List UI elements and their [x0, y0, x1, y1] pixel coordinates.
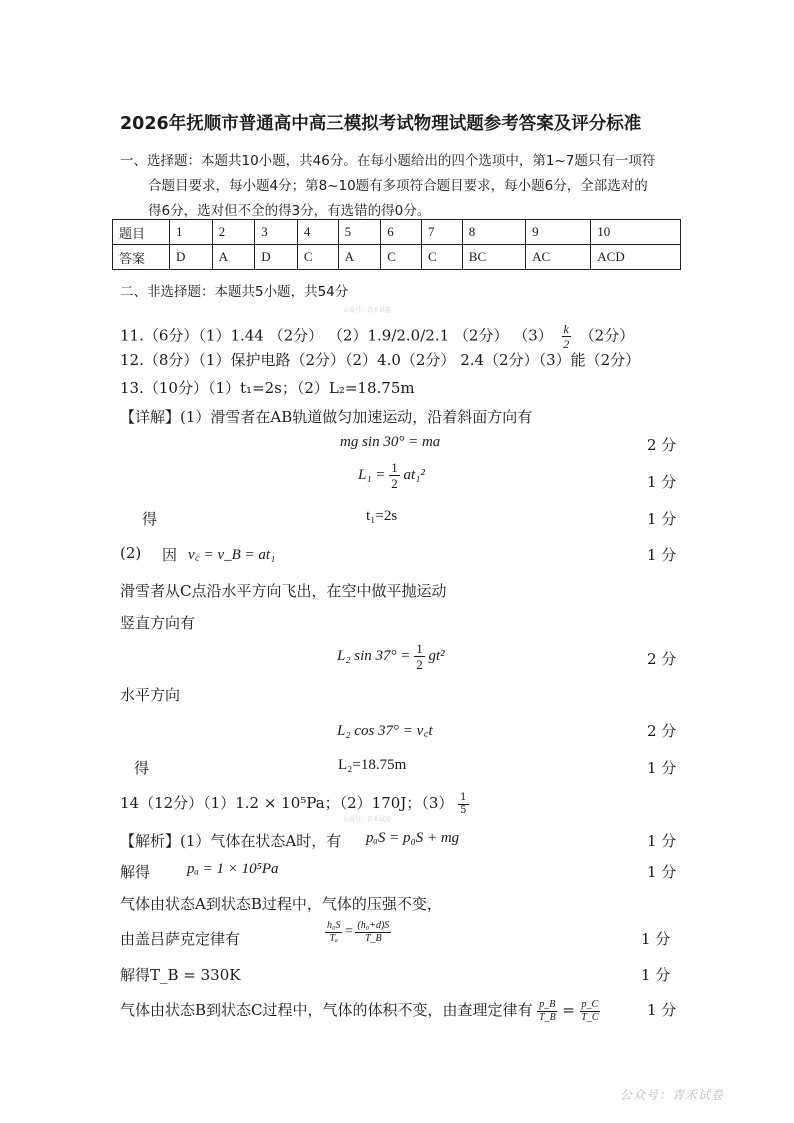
- table-cell-answer: D: [255, 245, 298, 270]
- answer-table-header-row: [113, 220, 681, 245]
- q14-summary-fraction: [458, 793, 468, 816]
- q14-gay-label: 由盖吕萨克定律有: [120, 930, 241, 948]
- table-cell-answer: A: [338, 245, 381, 270]
- q13-eq3: t₁=2s: [366, 508, 398, 524]
- q13-detail-intro: 【详解】(1）滑雪者在AB轨道做匀加速运动，沿着斜面方向有: [120, 408, 533, 426]
- footer-watermark: 公众号：青禾试卷: [620, 1088, 725, 1102]
- q14-ch-den2: T_C: [581, 1011, 599, 1023]
- table-cell-number: 10: [591, 220, 681, 245]
- q14-gay-num2: (h₀+d)S: [357, 920, 390, 931]
- q13-eq5-score: 2 分: [647, 650, 677, 668]
- table-cell-answer: BC: [462, 245, 525, 270]
- q13-eq5-den: 2: [416, 657, 423, 672]
- q13-eq4-score: 1 分: [647, 546, 677, 564]
- watermark-text-2: 公众号：青禾试卷: [343, 816, 392, 823]
- page-title: 2026年抚顺市普通高中高三模拟考试物理试题参考答案及评分标准: [120, 114, 642, 134]
- q14-ch-den1: T_B: [539, 1011, 556, 1023]
- q14-analysis-score: 1 分: [647, 832, 677, 850]
- q13-eq6: L₂ cos 37° = v꜀t: [337, 723, 433, 739]
- section1-line2: 合题目要求，每小题4分；第8~10题有多项符合题目要求，每小题6分，全部选对的: [148, 178, 648, 194]
- q14-gay-frac2: [355, 921, 391, 944]
- q14-summary: 14（12分）（1）1.2 × 10⁵Pa；（2）170J；（3）: [120, 794, 454, 812]
- table-cell-number: 3: [255, 220, 298, 245]
- q14-ch-frac2: [580, 1000, 601, 1023]
- answer-table: [112, 219, 681, 270]
- q13-eq5-num: 1: [416, 641, 423, 656]
- q14-charles-text: 气体由状态B到状态C过程中，气体的体积不变，由查理定律有: [120, 1001, 533, 1019]
- q13-eq5-lhs: L₂ sin 37° =: [337, 647, 411, 664]
- answer-table-answer-row: [113, 245, 681, 270]
- q14-gay-score: 1 分: [641, 930, 671, 948]
- q14-summary-line: [120, 792, 469, 816]
- table-header-label: 题目: [113, 220, 170, 245]
- q13-eq7-score: 1 分: [647, 759, 677, 777]
- q13-yin: 因: [162, 546, 178, 564]
- q14-gay-den1: Tₐ: [329, 933, 338, 944]
- table-cell-answer: AC: [526, 245, 591, 270]
- q14-gay-frac1: [325, 921, 342, 944]
- q13-eq5-rhs: gt²: [428, 647, 445, 664]
- q14-tb: 解得T_B = 330K: [120, 966, 241, 984]
- q13-de-label: 得: [142, 510, 158, 528]
- q14-ch-score: 1 分: [647, 1001, 677, 1019]
- q11-fraction: [562, 323, 571, 350]
- q14-tb-score: 1 分: [641, 966, 671, 984]
- q13-eq2-fraction: [389, 461, 400, 490]
- section1-line1: 一、选择题：本题共10小题，共46分。在每小题给出的四个选项中，第1~7题只有一项符: [120, 153, 656, 169]
- q13-eq6-score: 2 分: [647, 722, 677, 740]
- table-cell-number: 9: [526, 220, 591, 245]
- table-answer-label: 答案: [113, 245, 170, 270]
- q13-eq2-rhs: at₁²: [403, 466, 425, 483]
- table-cell-answer: C: [422, 245, 463, 270]
- q13-eq1: mg sin 30° = ma: [340, 434, 441, 450]
- q13-eq2-num: 1: [391, 460, 398, 475]
- q11-tail: （2分）: [579, 326, 635, 345]
- q13-eq2-lhs: L₁ =: [358, 466, 386, 483]
- q13-eq5: [337, 642, 445, 671]
- q14-ch-num2: p_C: [581, 998, 599, 1010]
- q13-eq3-score: 1 分: [647, 510, 677, 528]
- q14-analysis-eq: pₐS = p₀S + mg: [366, 830, 460, 846]
- q14-gay-num1: h₀S: [327, 920, 341, 931]
- q14-summary-den: 5: [460, 804, 467, 816]
- q13-eq2-den: 2: [391, 476, 398, 491]
- table-cell-number: 7: [422, 220, 463, 245]
- q13-text1: 滑雪者从C点沿水平方向飞出，在空中做平抛运动: [120, 582, 447, 600]
- q13-text2: 竖直方向有: [120, 614, 196, 632]
- table-cell-number: 6: [381, 220, 422, 245]
- q11-main: 11.（6分）（1）1.44 （2分） （2）1.9/2.0/2.1 （2分） （3）: [120, 326, 553, 345]
- section1-line3: 得6分，选对但不全的得3分，有选错的得0分。: [148, 203, 431, 219]
- table-cell-answer: ACD: [591, 245, 681, 270]
- table-cell-answer: A: [212, 245, 255, 270]
- q13-de-label2: 得: [134, 759, 150, 777]
- q13-eq2-score: 1 分: [647, 473, 677, 491]
- table-cell-number: 5: [338, 220, 381, 245]
- table-cell-answer: C: [297, 245, 338, 270]
- q14-charles-line: 气体由状态B到状态C过程中，气体的体积不变，由查理定律有 $\frac{p\_B}{T\_B}$ = $\frac{p\_C}{T\_C}$: [120, 998, 599, 1023]
- q13-eq5-fraction: [414, 642, 425, 671]
- q14-solve-eq: pₐ = 1 × 10⁵Pa: [187, 861, 279, 877]
- table-cell-answer: D: [170, 245, 213, 270]
- q14-solve-label: 解得: [120, 863, 151, 881]
- q14-summary-num: 1: [460, 791, 467, 803]
- q13-part2-label: (2): [120, 544, 142, 562]
- table-cell-number: 1: [170, 220, 213, 245]
- q13-eq2: [358, 461, 425, 490]
- section2-heading: 二、非选择题：本题共5小题，共54分: [120, 284, 349, 300]
- q13-text3: 水平方向: [120, 686, 181, 704]
- q13-eq1-score: 2 分: [647, 436, 677, 454]
- watermark-text: 公众号：青禾试卷: [343, 307, 392, 314]
- q13-eq4: v꜀ = v_B = at₁: [188, 547, 276, 563]
- q14-ch-num1: p_B: [539, 998, 556, 1010]
- q14-ch-frac1: [537, 1000, 557, 1023]
- q14-analysis: 【解析】(1）气体在状态A时，有: [120, 832, 342, 850]
- q14-gay-eq: [325, 921, 391, 944]
- q14-solve-score: 1 分: [647, 863, 677, 881]
- q14-text1: 气体由状态A到状态B过程中，气体的压强不变，: [120, 895, 442, 913]
- q14-gay-equals: =: [344, 923, 353, 939]
- q11-frac-num: k: [563, 322, 569, 336]
- q12-line: 12.（8分）（1）保护电路（2分）（2）4.0（2分） 2.4（2分）（3）能（2分）: [120, 351, 641, 369]
- q11-frac-den: 2: [563, 337, 570, 351]
- q14-gay-den2: T_B: [365, 933, 382, 944]
- q13-eq7: L₂=18.75m: [338, 757, 407, 773]
- table-cell-number: 4: [297, 220, 338, 245]
- table-cell-number: 8: [462, 220, 525, 245]
- table-cell-number: 2: [212, 220, 255, 245]
- q13-summary: 13.（10分）（1）t₁=2s；（2）L₂=18.75m: [120, 379, 415, 397]
- q11-line: [120, 323, 634, 350]
- table-cell-answer: C: [381, 245, 422, 270]
